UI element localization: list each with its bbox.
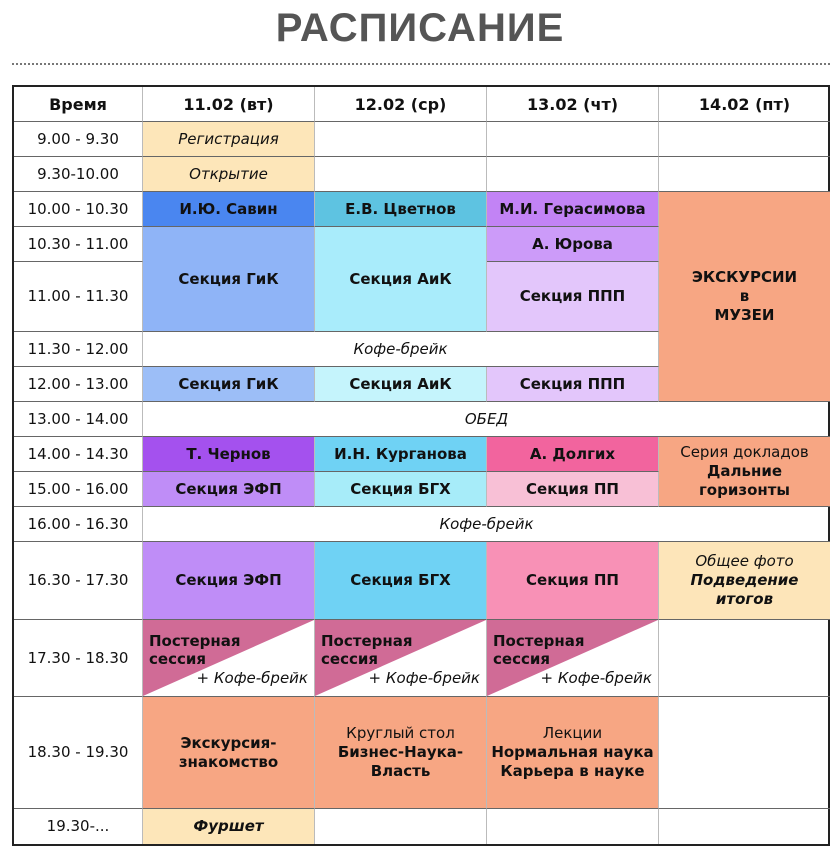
header-day-1: 11.02 (вт) [143,87,315,122]
empty-cell [487,122,659,157]
speaker-savin: И.Ю. Савин [143,192,315,227]
section-aik-cell: Секция АиК [315,367,487,402]
empty-cell [659,697,830,809]
poster-session-cell [487,620,659,697]
photo-summary-cell [659,542,830,620]
time-slot: 13.00 - 14.00 [14,402,143,437]
empty-cell [659,620,830,697]
empty-cell [487,157,659,192]
poster-coffee: + Кофе-брейк [540,669,652,687]
header-time: Время [14,87,143,122]
speaker-kurganova: И.Н. Курганова [315,437,487,472]
empty-cell [315,122,487,157]
time-slot: 18.30 - 19.30 [14,697,143,809]
section-ppp-cell: Секция ППП [487,367,659,402]
header-day-3: 13.02 (чт) [487,87,659,122]
schedule-table [12,85,830,846]
series-cell [659,437,830,507]
time-slot: 11.00 - 11.30 [14,262,143,332]
coffee-break-cell: Кофе-брейк [143,507,830,542]
series-name: горизонты [698,481,791,499]
header-day-2: 12.02 (ср) [315,87,487,122]
excursion-intro-line: знакомство [178,752,279,771]
poster-title: Постерная сессия [321,632,413,668]
lectures-label: Лекции [542,724,603,742]
page-title: РАСПИСАНИЕ [275,6,565,50]
round-table-label: Круглый стол [346,724,455,742]
time-slot: 15.00 - 16.00 [14,472,143,507]
speaker-tsvetnov: Е.В. Цветнов [315,192,487,227]
lunch-cell: ОБЕД [143,402,830,437]
time-slot: 10.30 - 11.00 [14,227,143,262]
section-pp-cell: Секция ПП [487,472,659,507]
buffet-cell: Фуршет [143,809,315,844]
excursion-line: в [739,287,750,305]
empty-cell [659,157,830,192]
empty-cell [487,809,659,844]
section-efp-cell: Секция ЭФП [143,472,315,507]
empty-cell [659,809,830,844]
speaker-dolgikh: А. Долгих [487,437,659,472]
empty-cell [315,809,487,844]
series-name: Дальние [707,462,782,480]
section-ppp-cell: Секция ППП [487,262,659,332]
excursion-intro-line: Экскурсия- [180,733,277,752]
round-table-name: Бизнес-Наука- [337,743,464,761]
summary-label: Подведение [690,571,799,589]
poster-title: Постерная сессия [493,632,585,668]
section-efp-cell: Секция ЭФП [143,542,315,620]
time-slot: 16.30 - 17.30 [14,542,143,620]
section-gik-cell: Секция ГиК [143,367,315,402]
summary-label: итогов [715,590,774,608]
time-slot: 9.00 - 9.30 [14,122,143,157]
section-pp-cell: Секция ПП [487,542,659,620]
time-slot: 9.30-10.00 [14,157,143,192]
poster-coffee: + Кофе-брейк [368,669,480,687]
poster-session-cell [315,620,487,697]
empty-cell [315,157,487,192]
section-bgh-cell: Секция БГХ [315,472,487,507]
excursion-line: ЭКСКУРСИИ [691,268,798,286]
time-slot: 16.00 - 16.30 [14,507,143,542]
coffee-break-cell: Кофе-брейк [143,332,659,367]
lectures-cell [487,697,659,809]
time-slot: 12.00 - 13.00 [14,367,143,402]
poster-session-cell [143,620,315,697]
speaker-gerasimova: М.И. Герасимова [487,192,659,227]
excursion-museum-cell [659,192,830,402]
excursion-intro-cell [143,697,315,809]
section-gik-cell: Секция ГиК [143,227,315,332]
round-table-cell [315,697,487,809]
photo-label: Общее фото [695,552,794,570]
speaker-chernov: Т. Чернов [143,437,315,472]
section-aik-cell: Секция АиК [315,227,487,332]
series-label: Серия докладов [680,443,809,461]
time-slot: 19.30-... [14,809,143,844]
lectures-name: Нормальная наука [491,743,654,761]
excursion-line: МУЗЕИ [714,306,775,324]
header-day-4: 14.02 (пт) [659,87,830,122]
round-table-name: Власть [370,762,431,780]
time-slot: 14.00 - 14.30 [14,437,143,472]
dotted-divider [12,63,830,65]
time-slot: 11.30 - 12.00 [14,332,143,367]
poster-title: Постерная сессия [149,632,241,668]
time-slot: 10.00 - 10.30 [14,192,143,227]
registration-cell: Регистрация [143,122,315,157]
opening-cell: Открытие [143,157,315,192]
poster-coffee: + Кофе-брейк [196,669,308,687]
time-slot: 17.30 - 18.30 [14,620,143,697]
empty-cell [659,122,830,157]
speaker-yurova: А. Юрова [487,227,659,262]
section-bgh-cell: Секция БГХ [315,542,487,620]
lectures-name: Карьера в науке [500,762,645,780]
